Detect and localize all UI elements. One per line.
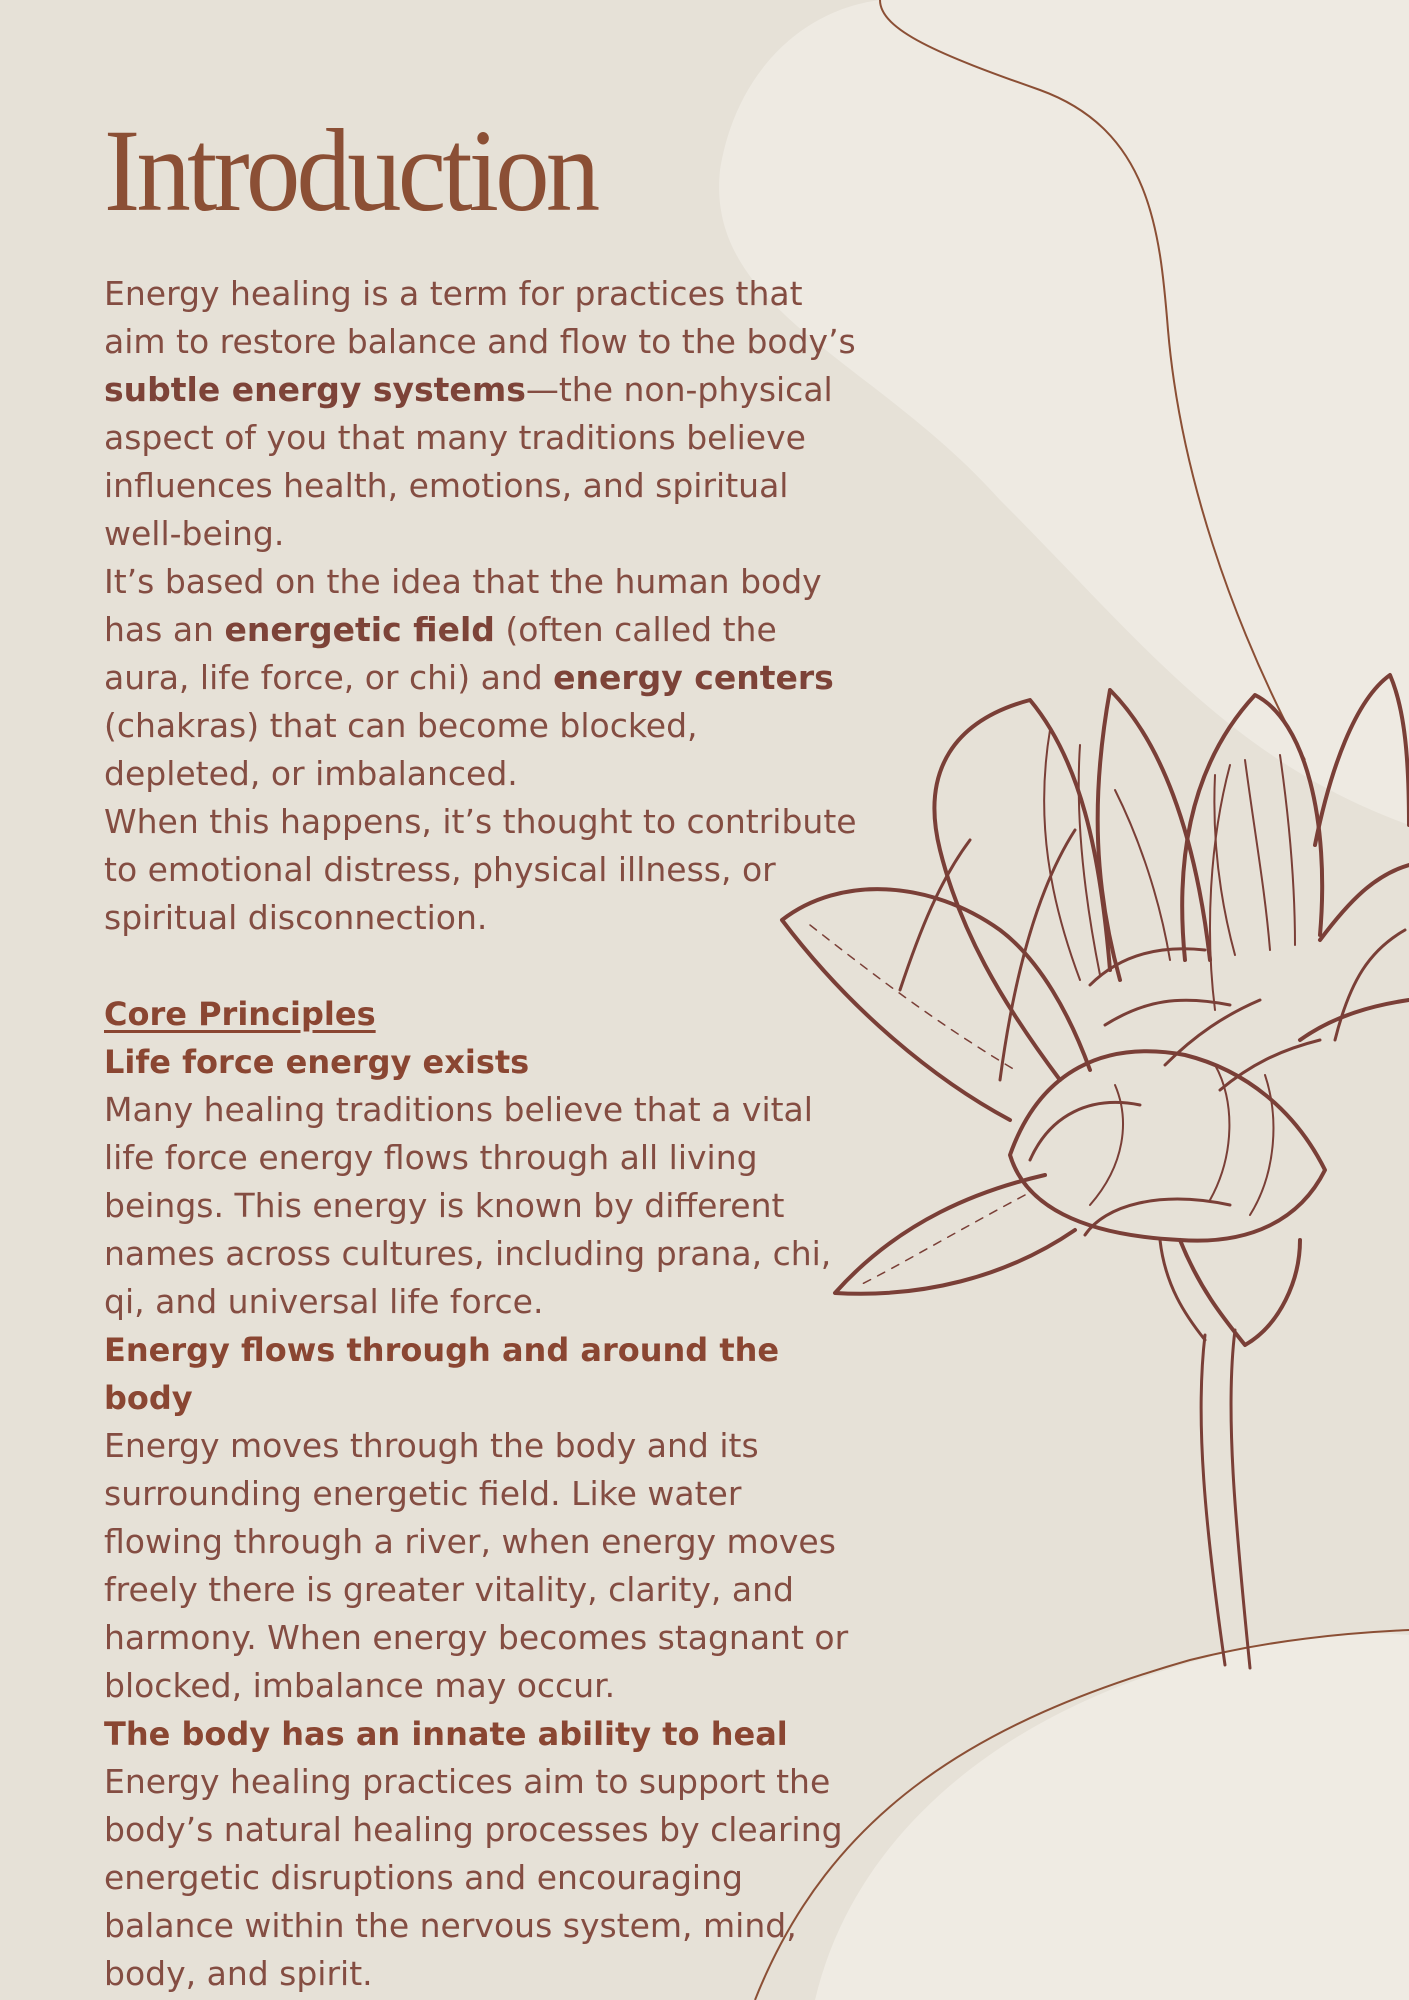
subtle-energy-systems-emphasis: subtle energy systems — [104, 370, 526, 409]
energy-centers-emphasis: energy centers — [553, 658, 834, 697]
intro-text-2a: It’s based on the idea that the human body has an — [104, 562, 822, 649]
principle-text-life-force: Many healing traditions believe that a vital life force energy flows through all living beings. This energy is known by different names across cultures, including prana, chi, qi, and universal life force. — [104, 1090, 832, 1321]
principle-heading-innate-healing: The body has an innate ability to heal — [104, 1715, 788, 1753]
lotus-flower-illustration — [782, 675, 1409, 1668]
principle-text-energy-flow: Energy moves through the body and its surrounding energetic field. Like water flowing through a river, when energy moves freely there is greater vitality, clarity, and harmony. When energy becomes stagnant or blocked, imbalance may occur. — [104, 1426, 849, 1705]
intro-paragraph-3: When this happens, it’s thought to contribute to emotional distress, physical illness, or spiritual disconnection. — [104, 802, 857, 937]
main-content — [104, 105, 864, 1998]
introduction-text — [104, 270, 864, 1998]
intro-text-1a: Energy healing is a term for practices that aim to restore balance and flow to the body’s — [104, 274, 856, 361]
page-title: Introduction — [104, 105, 597, 236]
principle-text-innate-healing: Energy healing practices aim to support the body’s natural healing processes by clearing energetic disruptions and encouraging balance within the nervous system, mind, body, and spirit. — [104, 1762, 843, 1993]
principle-heading-energy-flow: Energy flows through and around the body — [104, 1331, 780, 1417]
intro-paragraph-1 — [104, 270, 864, 558]
intro-text-2e: (chakras) that can become blocked, depleted, or imbalanced. — [104, 706, 698, 793]
intro-text-2c: (often called the aura, life force, or chi) and — [104, 610, 777, 697]
energetic-field-emphasis: energetic field — [224, 610, 495, 649]
section-spacer — [104, 942, 864, 990]
background-shape-bottom — [815, 1633, 1409, 2000]
core-principles-heading: Core Principles — [104, 995, 376, 1033]
intro-text-1c: —the non-physical aspect of you that many traditions believe influences health, emotions, and spiritual well-being. — [104, 370, 833, 553]
principle-heading-life-force: Life force energy exists — [104, 1043, 530, 1081]
intro-paragraph-2 — [104, 558, 864, 798]
